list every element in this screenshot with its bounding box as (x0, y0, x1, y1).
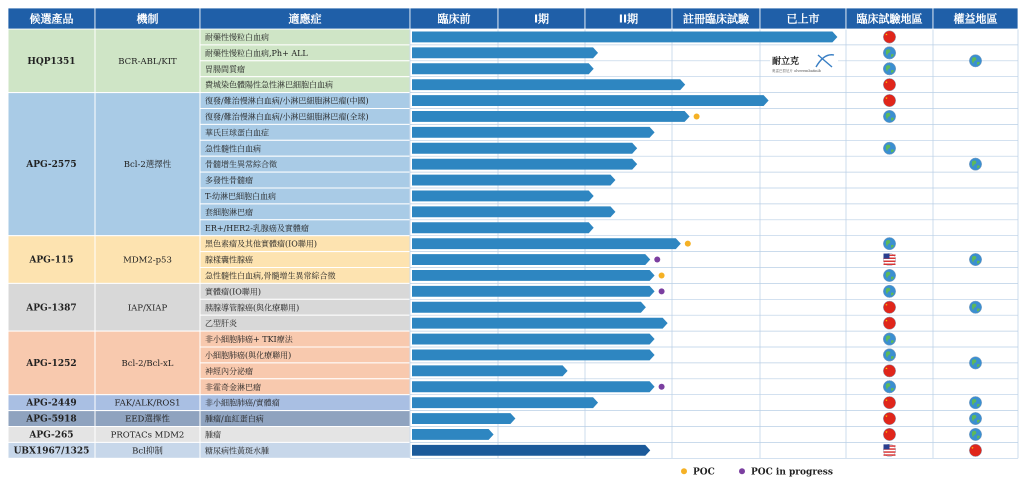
stage-bar (412, 159, 637, 170)
stage-bar (412, 381, 655, 392)
stage-bar (412, 79, 685, 90)
trial-region-china-icon (883, 396, 895, 408)
indication-label: 腺樣囊性腺癌 (205, 255, 253, 265)
mechanism-label: IAP/XIAP (127, 303, 168, 314)
indication-label: 耐藥性慢粒白血病,Ph+ ALL (205, 48, 308, 58)
indication-label: 復發/難治慢淋白血病/小淋巴細胞淋巴瘤(全球) (205, 112, 369, 122)
rights-region-globe-icon (969, 357, 981, 369)
stage-bar (412, 445, 650, 456)
indication-label: 黑色素瘤及其他實體瘤(IO聯用) (205, 239, 317, 249)
trial-region-china-icon (883, 317, 895, 329)
legend-poc-in-progress-label: POC in progress (751, 467, 833, 478)
trial-region-globe-icon (883, 333, 895, 345)
trial-region-usa-icon-stripe (884, 261, 896, 262)
trial-region-globe-icon (883, 237, 895, 249)
mechanism-label: PROTACs MDM2 (110, 430, 185, 441)
trial-region-usa-icon-canton (884, 254, 890, 259)
trial-region-globe-icon (883, 285, 895, 297)
mechanism-label: EED選擇性 (125, 414, 170, 425)
candidate-name: APG-2449 (26, 398, 77, 409)
stage-bar (412, 413, 515, 424)
indication-label: 費城染色體陽性急性淋巴細胞白血病 (205, 80, 333, 90)
stage-bar (412, 32, 837, 43)
trial-region-globe-icon (883, 142, 895, 154)
rights-region-globe-icon (969, 412, 981, 424)
mechanism-label: Bcl-2/Bcl-xL (121, 358, 174, 369)
stage-bar (412, 191, 594, 202)
header-label: 候選產品 (29, 12, 74, 26)
row-background (410, 427, 1018, 443)
stage-bar (412, 302, 646, 313)
trial-region-globe-icon (883, 47, 895, 59)
trial-region-china-icon (883, 31, 895, 43)
stage-bar (412, 270, 655, 281)
indication-label: 實體瘤(IO聯用) (205, 287, 261, 297)
stage-bar (412, 238, 681, 249)
stage-bar (412, 286, 655, 297)
indication-label: 神經內分泌瘤 (205, 366, 253, 376)
indication-label: 胰腺導管腺癌(與化療聯用) (205, 303, 300, 313)
indication-label: 套細胞淋巴瘤 (205, 207, 253, 217)
stage-bar (412, 365, 568, 376)
indication-label: ER+/HER2-乳腺癌及實體瘤 (205, 223, 309, 233)
mechanism-label: BCR-ABL/KIT (118, 56, 177, 67)
rights-region-globe-icon (969, 253, 981, 265)
marketed-logo-name: 耐立克 (772, 57, 800, 67)
poc-in-progress-marker (654, 257, 660, 263)
stage-bar (412, 397, 598, 408)
trial-region-globe-icon (883, 110, 895, 122)
indication-label: 胃腸間質瘤 (205, 64, 245, 74)
indication-label: 急性髓性白血病,骨髓增生異常綜合徵 (205, 271, 336, 281)
stage-bar (412, 143, 637, 154)
trial-region-usa-icon-stripe (884, 264, 896, 265)
indication-label: 非小細胞肺癌/實體瘤 (205, 398, 280, 408)
header-label: II期 (618, 12, 639, 26)
candidate-name: APG-2575 (26, 160, 77, 171)
trial-region-china-icon (883, 78, 895, 90)
rights-region-globe-icon (969, 396, 981, 408)
trial-region-globe-icon (883, 349, 895, 361)
header-label: 註冊臨床試驗 (683, 12, 749, 26)
trial-region-globe-icon (883, 269, 895, 281)
rights-region-globe-icon (969, 428, 981, 440)
trial-region-china-icon (883, 365, 895, 377)
trial-region-china-icon (883, 94, 895, 106)
candidate-name: APG-115 (29, 255, 74, 266)
mechanism-label: Bcl抑制 (132, 446, 163, 457)
marketed-logo-sub: 奧雷巴替尼片 olverembatinib (772, 69, 821, 73)
stage-bar (412, 222, 594, 233)
stage-bar (412, 318, 668, 329)
stage-bar (412, 334, 655, 345)
trial-region-usa-icon-stripe (884, 451, 896, 452)
candidate-name: APG-5918 (26, 414, 77, 425)
trial-region-globe-icon (883, 63, 895, 75)
mechanism-label: Bcl-2選擇性 (123, 160, 172, 171)
indication-label: 急性髓性白血病 (205, 144, 261, 154)
indication-label: 華氏巨球蛋白血症 (205, 128, 269, 138)
candidate-name: UBX1967/1325 (13, 446, 90, 457)
candidate-name: APG-265 (29, 430, 74, 441)
stage-bar (412, 206, 615, 217)
legend-poc-in-progress-swatch (739, 468, 745, 474)
stage-bar (412, 95, 769, 106)
trial-region-globe-icon (883, 381, 895, 393)
indication-label: 復發/難治慢淋白血病/小淋巴細胞淋巴瘤(中國) (205, 96, 369, 106)
trial-region-china-icon (883, 428, 895, 440)
stage-bar (412, 63, 594, 74)
rights-region-china-icon (969, 444, 981, 456)
legend-poc-label: POC (693, 467, 715, 478)
mechanism-label: FAK/ALK/ROS1 (114, 398, 181, 409)
indication-label: 耐藥性慢粒白血病 (205, 33, 269, 42)
indication-label: 糖尿病性黃斑水腫 (205, 446, 269, 456)
poc-in-progress-marker (659, 288, 665, 294)
header-label: 臨床前 (437, 12, 471, 26)
header-label: 已上市 (786, 12, 820, 26)
legend (681, 467, 833, 477)
header-label: 臨床試驗地區 (856, 12, 923, 26)
trial-region-china-icon (883, 301, 895, 313)
indication-label: 腫瘤/血紅蛋白病 (205, 414, 264, 424)
rights-region-globe-icon (969, 158, 981, 170)
indication-label: 小細胞肺癌(與化療聯用) (205, 351, 292, 360)
indication-label: 非小細胞肺癌+ TKI療法 (205, 335, 293, 345)
candidate-name: APG-1252 (26, 358, 77, 369)
legend-poc-swatch (681, 468, 687, 474)
mechanism-label: MDM2-p53 (123, 255, 172, 266)
trial-region-usa-icon-canton (884, 444, 890, 449)
rights-region-globe-icon (969, 301, 981, 313)
stage-bar (412, 175, 615, 186)
indication-label: 骨髓增生異常綜合徵 (205, 160, 277, 170)
indication-label: 乙型肝炎 (205, 319, 237, 329)
stage-bar (412, 111, 690, 122)
indication-label: 腫瘤 (205, 430, 221, 440)
header-label: 權益地區 (953, 12, 998, 26)
trial-region-usa-icon-stripe (884, 454, 896, 455)
header-label: 適應症 (288, 12, 322, 26)
indication-label: 非霍奇金淋巴瘤 (205, 382, 261, 392)
header-label: I期 (533, 12, 550, 26)
poc-marker (694, 113, 700, 119)
poc-marker (659, 272, 665, 278)
candidate-name: APG-1387 (26, 303, 77, 314)
indication-label: T-幼淋巴細胞白血病 (205, 192, 277, 201)
stage-bar (412, 429, 494, 440)
stage-bar (412, 127, 655, 138)
indication-cell (200, 427, 410, 443)
header-label: 機制 (136, 12, 159, 26)
indication-label: 多發性骨髓瘤 (205, 176, 253, 186)
poc-marker (685, 241, 691, 247)
rights-region-globe-icon (969, 55, 981, 67)
stage-bar (412, 350, 655, 361)
stage-bar (412, 254, 650, 265)
candidate-name: HQP1351 (27, 56, 76, 67)
stage-bar (412, 47, 598, 58)
trial-region-china-icon (883, 412, 895, 424)
table-header (8, 8, 1018, 29)
poc-in-progress-marker (659, 384, 665, 390)
